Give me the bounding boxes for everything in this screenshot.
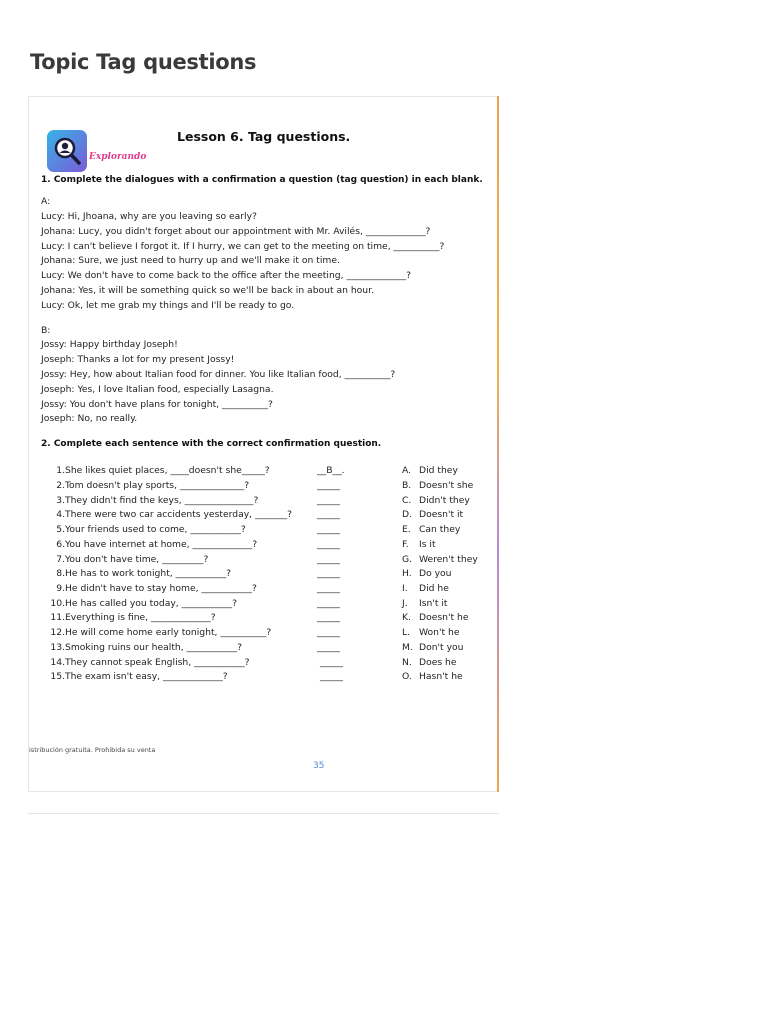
exercise-row <box>29 524 499 538</box>
footnote: istribución gratuita. Prohibida su venta <box>29 746 156 754</box>
magnifier-icon <box>52 135 82 167</box>
exercise-number: 9. <box>56 583 65 594</box>
exercise-answer-blank: _____ <box>317 598 340 609</box>
option-letter: D. <box>402 509 412 520</box>
worksheet-document[interactable] <box>28 96 498 792</box>
dialogue-line: Joseph: Thanks a lot for my present Jossy! <box>41 354 235 365</box>
exercise-row <box>29 495 499 509</box>
dialogue-line: Jossy: Hey, how about Italian food for dinner. You like Italian food, __________? <box>41 369 396 380</box>
option-letter: J. <box>402 598 408 609</box>
option-letter: I. <box>402 583 408 594</box>
exercise-number: 1. <box>56 465 65 476</box>
lesson-title: Lesson 6. Tag questions. <box>177 129 351 144</box>
exercise-sentence: You have internet at home, _____________? <box>65 539 258 550</box>
exercise-sentence: Tom doesn't play sports, ______________? <box>65 480 250 491</box>
option-letter: N. <box>402 657 412 668</box>
exercise-number: 8. <box>56 568 65 579</box>
exercise-number: 6. <box>56 539 65 550</box>
exercise-answer-blank: _____ <box>317 627 340 638</box>
dialogue-line: Johana: Lucy, you didn't forget about our appointment with Mr. Avilés, _____________? <box>41 226 431 237</box>
exercise-sentence: He didn't have to stay home, ___________? <box>65 583 257 594</box>
option-text: Doesn't she <box>419 480 474 491</box>
exercise-answer-blank: __B__. <box>317 465 345 476</box>
option-letter: C. <box>402 495 412 506</box>
exercise-row <box>29 642 499 656</box>
option-text: Do you <box>419 568 452 579</box>
dialogue-line: Johana: Sure, we just need to hurry up and we'll make it on time. <box>41 255 340 266</box>
option-text: Don't you <box>419 642 464 653</box>
option-letter: H. <box>402 568 412 579</box>
exercise-row <box>29 671 499 685</box>
option-letter: M. <box>402 642 413 653</box>
dialogue-line: Jossy: You don't have plans for tonight, __________? <box>41 399 273 410</box>
exercise-row <box>29 627 499 641</box>
exercise-row <box>29 583 499 597</box>
exercise-number: 14. <box>50 657 65 668</box>
option-text: Is it <box>419 539 436 550</box>
dialogue-line: Jossy: Happy birthday Joseph! <box>41 339 178 350</box>
option-text: Doesn't it <box>419 509 464 520</box>
option-letter: A. <box>402 465 412 476</box>
dialogue-line: Lucy: Ok, let me grab my things and I'll be ready to go. <box>41 300 295 311</box>
option-text: Did they <box>419 465 458 476</box>
option-letter: F. <box>402 539 409 550</box>
exercise-answer-blank: _____ <box>317 554 340 565</box>
exercise-row <box>29 465 499 479</box>
exercise-number: 10. <box>50 598 65 609</box>
exercise-number: 13. <box>50 642 65 653</box>
dialogue-a-label: A: <box>41 196 51 207</box>
exercise-number: 12. <box>50 627 65 638</box>
option-text: Hasn't he <box>419 671 463 682</box>
exercise-sentence: He has called you today, ___________? <box>65 598 238 609</box>
exercise-row <box>29 657 499 671</box>
exercise-number: 7. <box>56 554 65 565</box>
exercise-answer-blank: _____ <box>317 612 340 623</box>
page-number: 35 <box>313 761 325 771</box>
option-letter: O. <box>402 671 412 682</box>
option-text: Did he <box>419 583 449 594</box>
option-text: Didn't they <box>419 495 470 506</box>
exercise-row <box>29 568 499 582</box>
exercise-sentence: You don't have time, _________? <box>65 554 209 565</box>
option-letter: B. <box>402 480 412 491</box>
exercise-answer-blank: _____ <box>317 480 340 491</box>
dialogue-line: Lucy: We don't have to come back to the office after the meeting, _____________? <box>41 270 412 281</box>
exercise-row <box>29 598 499 612</box>
exercise-number: 2. <box>56 480 65 491</box>
exercise-sentence: He has to work tonight, ___________? <box>65 568 232 579</box>
exercise-number: 15. <box>50 671 65 682</box>
logo-wordmark: Explorando <box>89 152 147 162</box>
dialogue-line: Johana: Yes, it will be something quick so we'll be back in about an hour. <box>41 285 374 296</box>
worksheet-page <box>29 97 499 793</box>
exercise-answer-blank: _____ <box>317 509 340 520</box>
exercise-sentence: She likes quiet places, ____doesn't she_____? <box>65 465 270 476</box>
exercise-number: 3. <box>56 495 65 506</box>
exercise-answer-blank: _____ <box>317 495 340 506</box>
option-letter: K. <box>402 612 411 623</box>
option-text: Doesn't he <box>419 612 469 623</box>
option-text: Won't he <box>419 627 460 638</box>
dialogue-line: Joseph: Yes, I love Italian food, especially Lasagna. <box>41 384 274 395</box>
exercise-row <box>29 612 499 626</box>
exercise-row <box>29 554 499 568</box>
exercise-row <box>29 539 499 553</box>
dialogue-b-label: B: <box>41 325 51 336</box>
section2-instruction: 2. Complete each sentence with the correct confirmation question. <box>41 439 382 449</box>
exercise-number: 5. <box>56 524 65 535</box>
exercise-sentence: The exam isn't easy, _____________? <box>65 671 228 682</box>
option-text: Weren't they <box>419 554 478 565</box>
option-text: Can they <box>419 524 461 535</box>
option-text: Isn't it <box>419 598 448 609</box>
exercise-sentence: They didn't find the keys, _______________? <box>65 495 259 506</box>
exercise-answer-blank: _____ <box>317 642 340 653</box>
explorando-logo <box>47 130 87 172</box>
exercise-answer-blank: _____ <box>317 539 340 550</box>
section1-instruction: 1. Complete the dialogues with a confirmation a question (tag question) in each blank. <box>41 175 483 185</box>
exercise-answer-blank: _____ <box>317 568 340 579</box>
exercise-answer-blank: _____ <box>320 657 343 668</box>
exercise-sentence: Your friends used to come, ___________? <box>65 524 246 535</box>
exercise-sentence: They cannot speak English, ___________? <box>65 657 250 668</box>
page-edge-accent <box>497 96 499 792</box>
exercise-sentence: There were two car accidents yesterday, _______? <box>65 509 293 520</box>
exercise-sentence: Smoking ruins our health, ___________? <box>65 642 243 653</box>
dialogue-line: Joseph: No, no really. <box>41 413 138 424</box>
page-title: Topic Tag questions <box>30 50 257 74</box>
option-letter: L. <box>402 627 411 638</box>
exercise-answer-blank: _____ <box>317 583 340 594</box>
dialogue-line: Lucy: Hi, Jhoana, why are you leaving so early? <box>41 211 257 222</box>
option-letter: E. <box>402 524 411 535</box>
exercise-sentence: He will come home early tonight, __________? <box>65 627 272 638</box>
dialogue-line: Lucy: I can't believe I forgot it. If I hurry, we can get to the meeting on time, __________? <box>41 241 445 252</box>
exercise-answer-blank: _____ <box>317 524 340 535</box>
exercise-number: 11. <box>50 612 65 623</box>
divider <box>28 813 499 814</box>
option-letter: G. <box>402 554 413 565</box>
exercise-number: 4. <box>56 509 65 520</box>
exercise-answer-blank: _____ <box>320 671 343 682</box>
exercise-row <box>29 509 499 523</box>
exercise-row <box>29 480 499 494</box>
option-text: Does he <box>419 657 457 668</box>
exercise-sentence: Everything is fine, _____________? <box>65 612 216 623</box>
